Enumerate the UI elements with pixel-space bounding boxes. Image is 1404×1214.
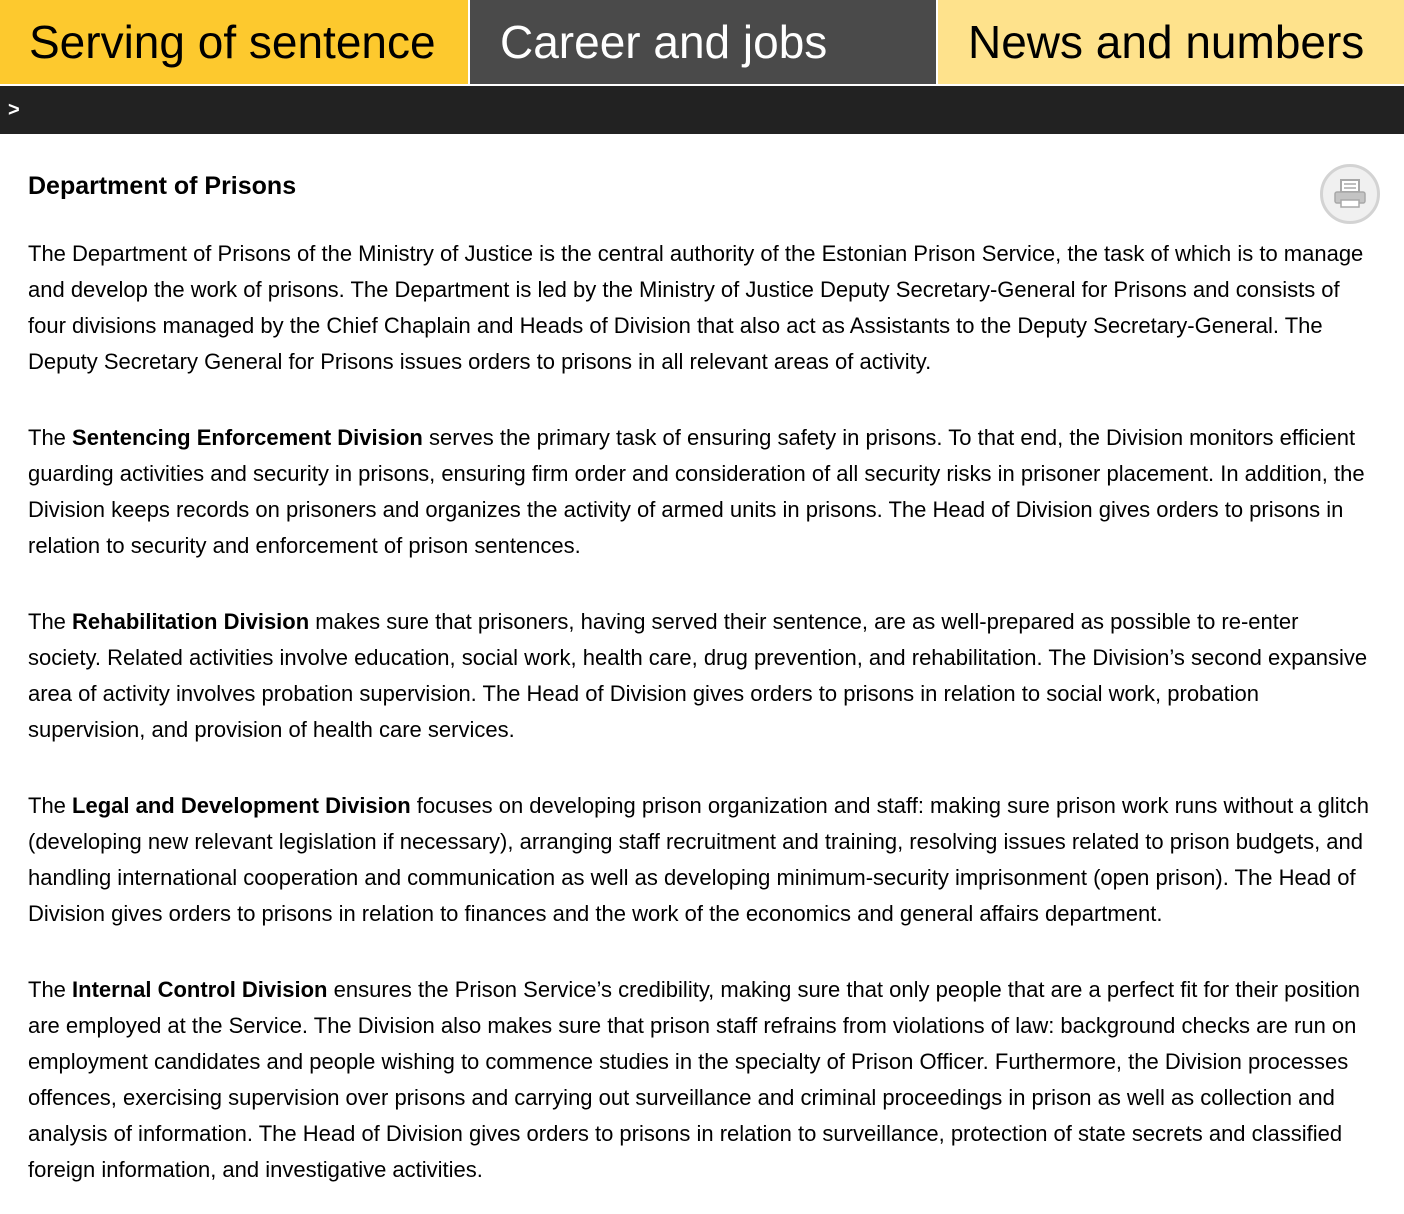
division-description: makes sure that prisoners, having served their sentence, are as well-prepared as possible to re-enter society. Related activities involve education, social work, health care, drug prevention, and rehabilitation. The Division’s second expansive area of activity involves probation supervision. The Head of Division gives orders to prisons in relation to social work, probation supervision, and provision of health care services.: [28, 609, 1368, 742]
division-name: Sentencing Enforcement Division: [72, 425, 423, 450]
intro-paragraph: The Department of Prisons of the Ministry of Justice is the central authority of the Estonian Prison Service, the task of which is to manage and develop the work of prisons. The Department is led by the Ministry of Justice Deputy Secretary-General for Prisons and consists of four divisions managed by the Chief Chaplain and Heads of Division that also act as Assistants to the Deputy Secretary-General. The Deputy Secretary General for Prisons issues orders to prisons in all relevant areas of activity.: [28, 241, 1364, 374]
division-paragraph: [28, 604, 1376, 748]
division-name: Rehabilitation Division: [72, 609, 310, 634]
main-content: [0, 134, 1404, 1188]
print-button[interactable]: [1320, 164, 1380, 224]
main-nav: [0, 0, 1404, 84]
division-name: Internal Control Division: [72, 977, 328, 1002]
page-title: Department of Prisons: [28, 172, 297, 200]
division-prefix: The: [28, 793, 73, 818]
division-paragraph: [28, 788, 1376, 932]
tab-serving-of-sentence[interactable]: Serving of sentence: [0, 0, 468, 84]
division-prefix: The: [28, 977, 73, 1002]
division-paragraph: [28, 420, 1376, 564]
tab-news-and-numbers[interactable]: News and numbers: [938, 0, 1404, 84]
division-name: Legal and Development Division: [72, 793, 411, 818]
division-description: focuses on developing prison organization and staff: making sure prison work runs without a glitch (developing new relevant legislation if necessary), arranging staff recruitment and training, resolving issues related to prison budgets, and handling international cooperation and communication as well as developing minimum-security imprisonment (open prison). The Head of Division gives orders to prisons in relation to finances and the work of the economics and general affairs department.: [28, 793, 1370, 926]
division-description: ensures the Prison Service’s credibility, making sure that only people that are a perfect fit for their position are employed at the Service. The Division also makes sure that prison staff refrains from violations of law: background checks are run on employment candidates and people wishing to commence studies in the specialty of Prison Officer. Furthermore, the Division processes offences, exercising supervision over prisons and carrying out surveillance and criminal proceedings in prison as well as collection and analysis of information. The Head of Division gives orders to prisons in relation to surveillance, protection of state secrets and classified foreign information, and investigative activities.: [28, 977, 1360, 1182]
division-description: serves the primary task of ensuring safety in prisons. To that end, the Division monitors efficient guarding activities and security in prisons, ensuring firm order and consideration of all security risks in prisoner placement. In addition, the Division keeps records on prisoners and organizes the activity of armed units in prisons. The Head of Division gives orders to prisons in relation to security and enforcement of prison sentences.: [28, 425, 1365, 558]
breadcrumb: [0, 86, 1404, 134]
tab-career-and-jobs[interactable]: Career and jobs: [468, 0, 938, 84]
division-paragraph: [28, 972, 1376, 1188]
printer-icon: [1332, 178, 1368, 210]
breadcrumb-separator[interactable]: >: [8, 98, 20, 121]
division-prefix: The: [28, 425, 73, 450]
division-prefix: The: [28, 609, 73, 634]
